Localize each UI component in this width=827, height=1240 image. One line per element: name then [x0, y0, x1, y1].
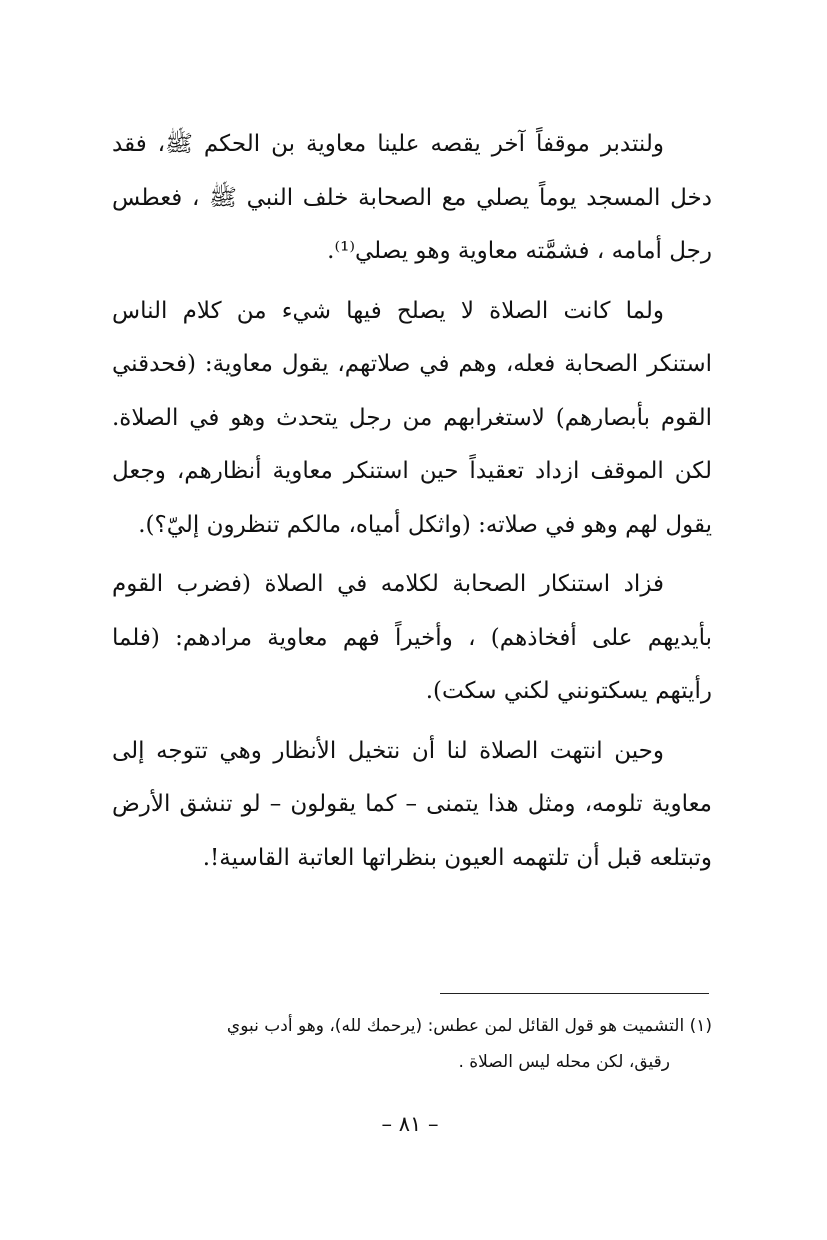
footnote-divider: [440, 993, 709, 994]
footnote: [112, 1008, 712, 1080]
paragraph-1: ولنتدبر موقفاً آخر يقصه علينا معاوية بن الحكم ﷺ، فقد دخل المسجد يوماً يصلي مع الصحابة خلف النبي ﷺ ، فعطس رجل أمامه ، فشمَّته معاوية وهو يصلي⁽¹⁾.: [112, 131, 712, 264]
footnote-line-2: رقيق، لكن محله ليس الصلاة .: [458, 1052, 670, 1072]
page-number: – ٨١ –: [381, 1112, 439, 1136]
main-text: [112, 118, 712, 891]
paragraph-3: فزاد استنكار الصحابة لكلامه في الصلاة (فضرب القوم بأيديهم على أفخاذهم) ، وأخيراً فهم معاوية مرادهم: (فلما رأيتهم يسكتونني لكني سكت).: [112, 571, 712, 704]
paragraph-2: ولما كانت الصلاة لا يصلح فيها شيء من كلام الناس استنكر الصحابة فعله، وهم في صلاتهم، يقول معاوية: (فحدقني القوم بأبصارهم) لاستغرابهم من رجل يتحدث وهو في الصلاة. لكن الموقف ازداد تعقيداً حين استنكر معاوية أنظارهم، وجعل يقول لهم وهو في صلاته: (واثكل أمياه، مالكم تنظرون إليّ؟).: [112, 297, 712, 538]
footnote-line-1: (١) التشميت هو قول القائل لمن عطس: (يرحمك لله)، وهو أدب نبوي: [226, 1016, 712, 1036]
paragraph-4: وحين انتهت الصلاة لنا أن نتخيل الأنظار وهي تتوجه إلى معاوية تلومه، ومثل هذا يتمنى – كما يقولون – لو تنشق الأرض وتبتلعه قبل أن تلتهمه العيون بنظراتها العاتبة القاسية!.: [112, 737, 712, 871]
